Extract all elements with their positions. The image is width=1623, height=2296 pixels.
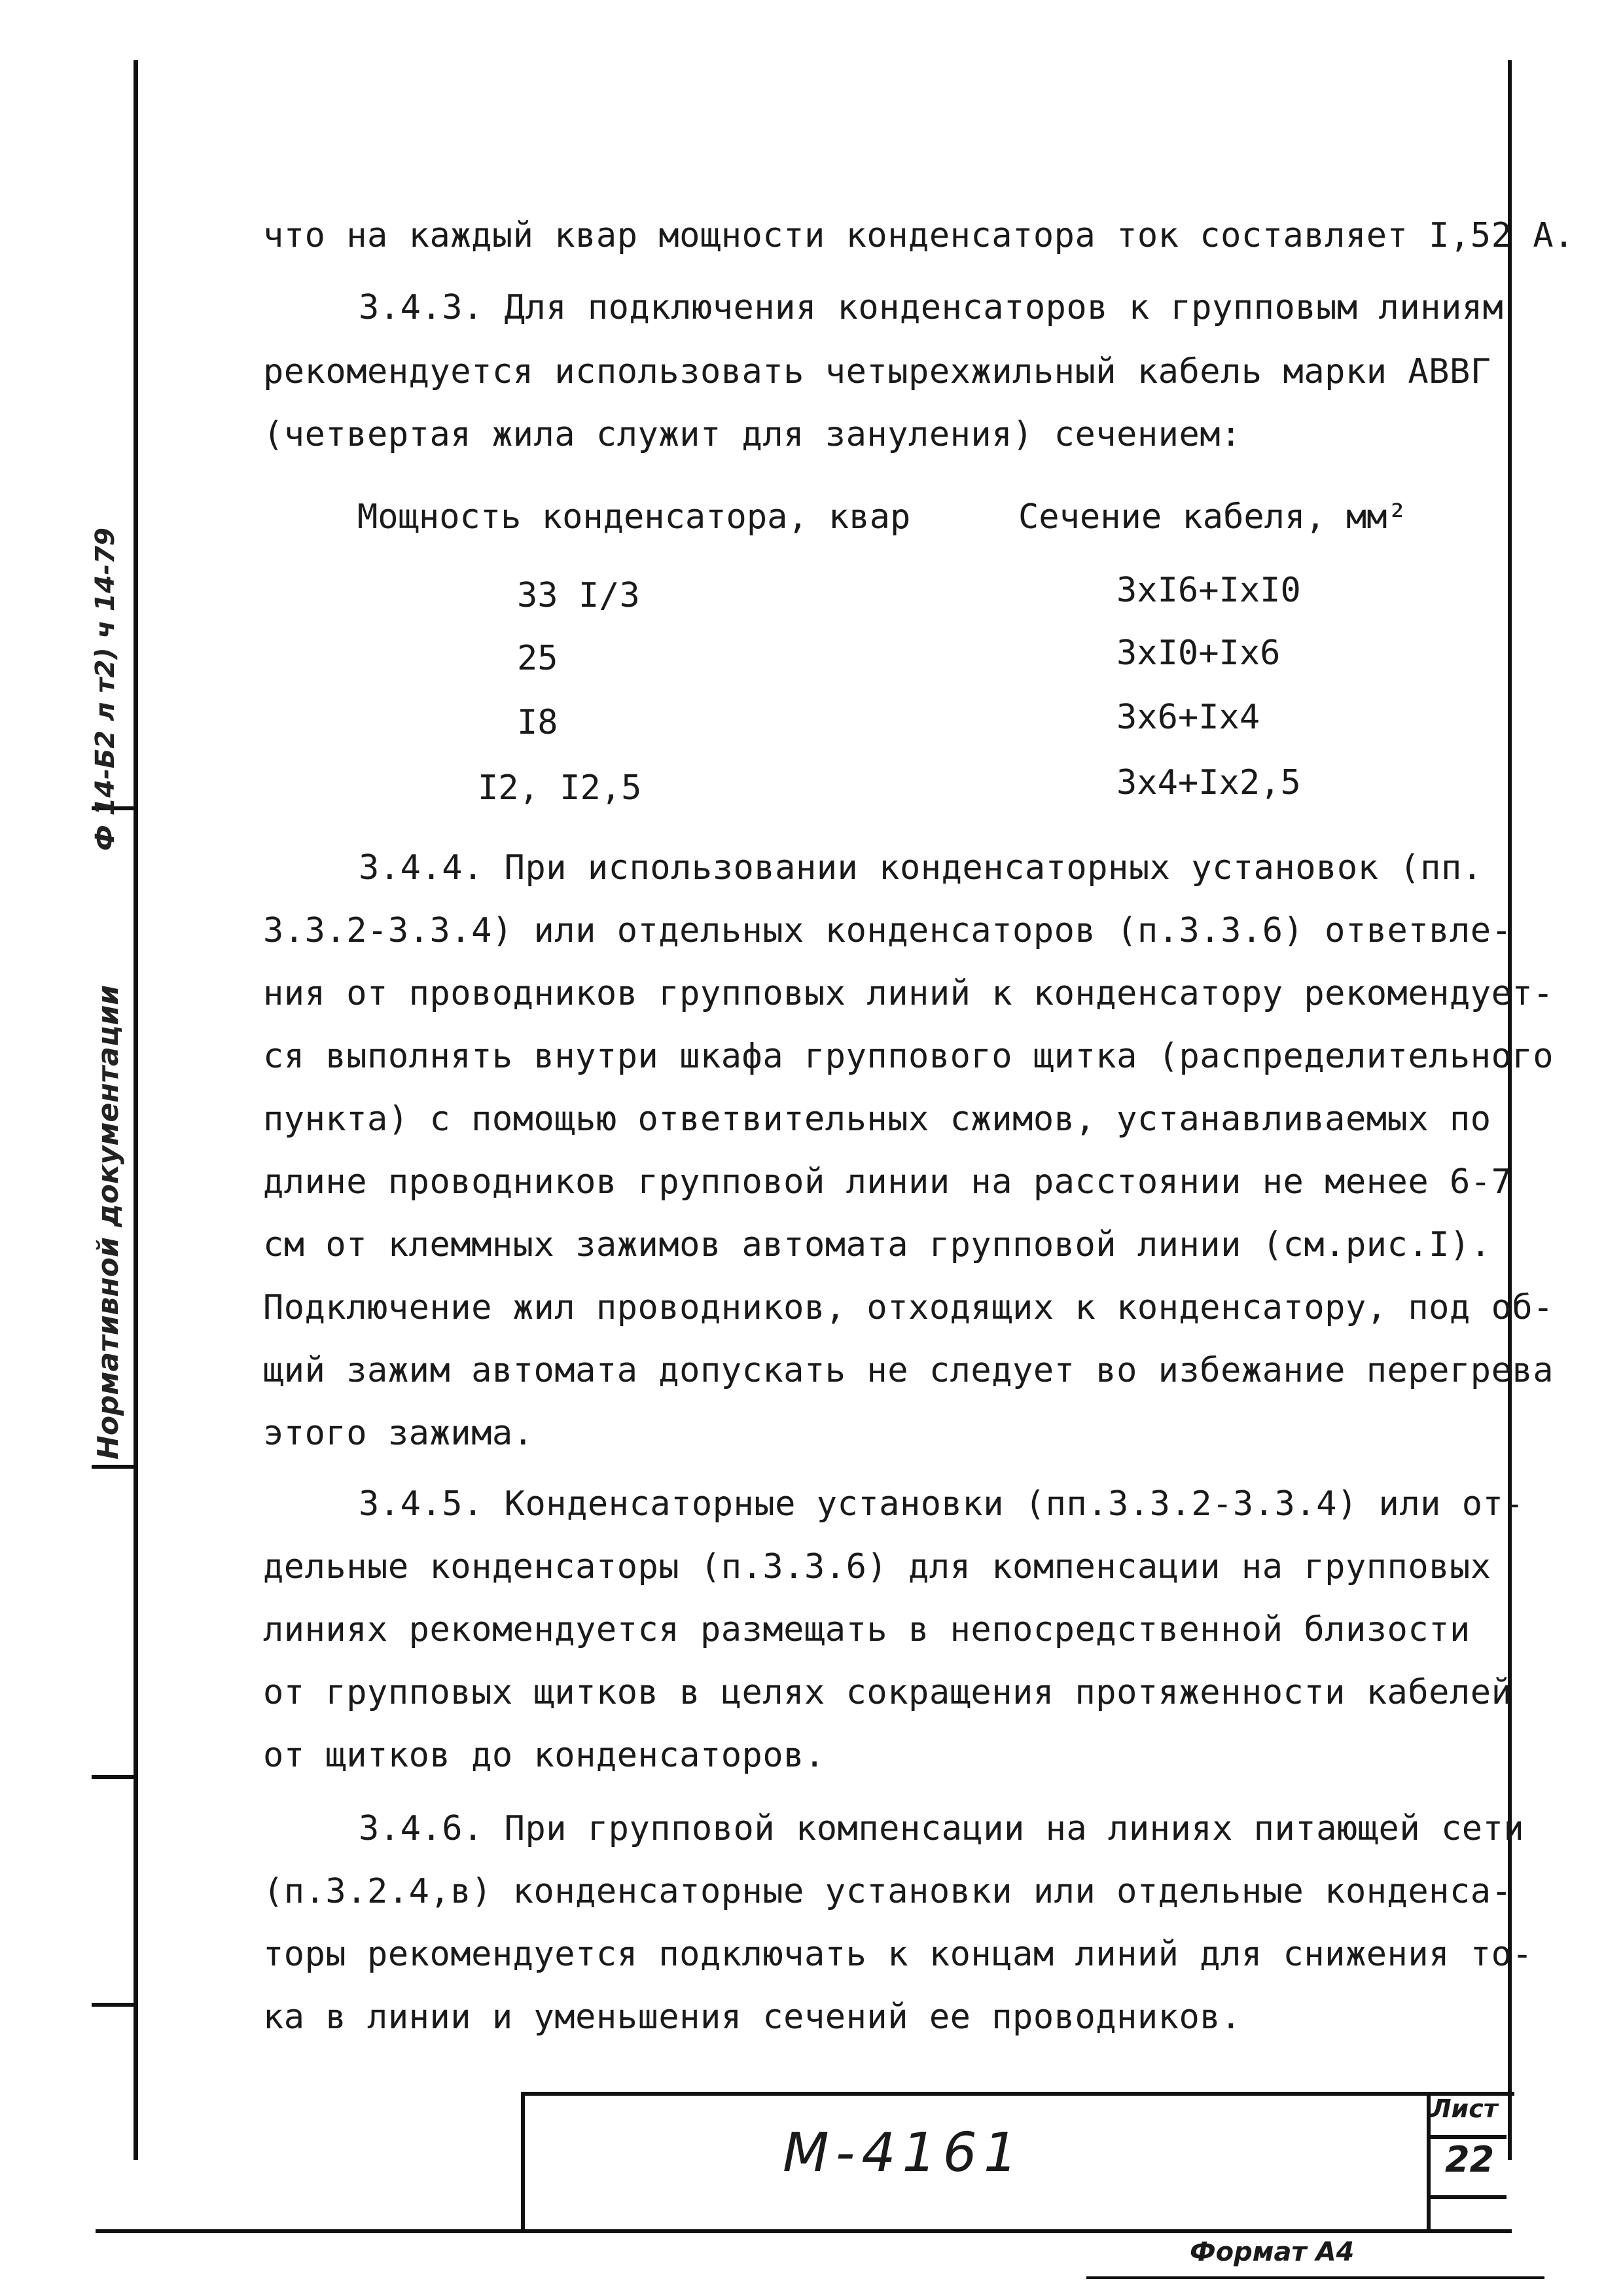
paragraph-3-4-4-line: Подключение жил проводников, отходящих к конденсатору, под об- xyxy=(263,1288,1554,1327)
paragraph-3-4-5-line: от групповых щитков в целях сокращения протяженности кабелей xyxy=(263,1673,1512,1712)
paragraph-3-4-4-line: 3.4.4. При использовании конденсаторных установок (пп. xyxy=(359,848,1483,888)
paragraph-3-4-5-line: от щитков до конденсаторов. xyxy=(263,1736,825,1775)
paragraph-3-4-3-line: 3.4.3. Для подключения конденсаторов к групповым линиям xyxy=(359,288,1504,327)
table-header-section: Сечение кабеля, мм² xyxy=(1018,497,1408,537)
table-cell-power: I2, I2,5 xyxy=(478,768,642,808)
paragraph-3-4-4-line: см от клеммных зажимов автомата групповой линии (см.рис.I). xyxy=(263,1225,1491,1265)
margin-tick xyxy=(92,1775,135,1779)
paragraph-3-4-4-line: этого зажима. xyxy=(263,1414,534,1453)
format-label: Формат А4 xyxy=(1190,2237,1355,2267)
document-code: М-4161 xyxy=(783,2122,1025,2184)
paragraph-3-4-5-line: 3.4.5. Конденсаторные установки (пп.3.3.2-3.3.4) или от- xyxy=(359,1484,1525,1524)
frame-bottom-border xyxy=(96,2229,1512,2233)
table-cell-section: 3x6+Ix4 xyxy=(1116,698,1260,737)
table-cell-power: 33 I/3 xyxy=(517,576,640,615)
sheet-label: Лист xyxy=(1431,2094,1498,2123)
paragraph-3-4-3-line: (четвертая жила служит для зануления) сечением: xyxy=(263,415,1241,454)
paragraph-3-4-5-line: линиях рекомендуется размещать в непосредственной близости xyxy=(263,1610,1471,1649)
format-underline xyxy=(1086,2276,1544,2279)
paragraph-3-4-4-line: длине проводников групповой линии на расстоянии не менее 6-7 xyxy=(263,1162,1512,1202)
margin-tick xyxy=(92,2003,135,2007)
paragraph-3-4-6-line: торы рекомендуется подключать к концам линий для снижения то- xyxy=(263,1935,1533,1974)
paragraph-3-4-4-line: ся выполнять внутри шкафа группового щитка (распределительного xyxy=(263,1037,1554,1076)
margin-stamp: Ф 14-Б2 л т2) ч 14-79 xyxy=(90,528,120,851)
paragraph-3-4-4-line: пункта) с помощью ответвительных сжимов, устанавливаемых по xyxy=(263,1100,1491,1139)
margin-section-label: Нормативной документации xyxy=(92,984,125,1460)
paragraph-3-4-6-line: ка в линии и уменьшения сечений ее проводников. xyxy=(263,1998,1241,2037)
paragraph-3-4-3-line: рекомендуется использовать четырехжильный кабель марки АВВГ xyxy=(263,352,1491,391)
paragraph-3-4-5-line: дельные конденсаторы (п.3.3.6) для компенсации на групповых xyxy=(263,1547,1491,1587)
paragraph-3-4-4-line: 3.3.2-3.3.4) или отдельных конденсаторов (п.3.3.6) ответвле- xyxy=(263,911,1512,950)
margin-tick xyxy=(92,1465,135,1469)
table-header-power: Мощность конденсатора, квар xyxy=(357,497,911,537)
paragraph-3-4-6-line: (п.3.2.4,в) конденсаторные установки или отдельные конденса- xyxy=(263,1872,1512,1911)
paragraph-3-4-4-line: ния от проводников групповых линий к конденсатору рекомендует- xyxy=(263,974,1554,1013)
text-line: что на каждый квар мощности конденсатора ток составляет I,52 А. xyxy=(263,216,1575,255)
frame-left-border xyxy=(134,60,138,2160)
sheet-number: 22 xyxy=(1445,2139,1495,2180)
table-cell-section: 3xI6+IxI0 xyxy=(1116,571,1301,610)
table-cell-power: I8 xyxy=(517,703,558,742)
table-cell-power: 25 xyxy=(517,639,558,678)
paragraph-3-4-4-line: щий зажим автомата допускать не следует во избежание перегрева xyxy=(263,1351,1554,1390)
table-cell-section: 3x4+Ix2,5 xyxy=(1116,763,1301,802)
paragraph-3-4-6-line: 3.4.6. При групповой компенсации на линиях питающей сети xyxy=(359,1809,1525,1848)
table-cell-section: 3xI0+Ix6 xyxy=(1116,634,1281,673)
